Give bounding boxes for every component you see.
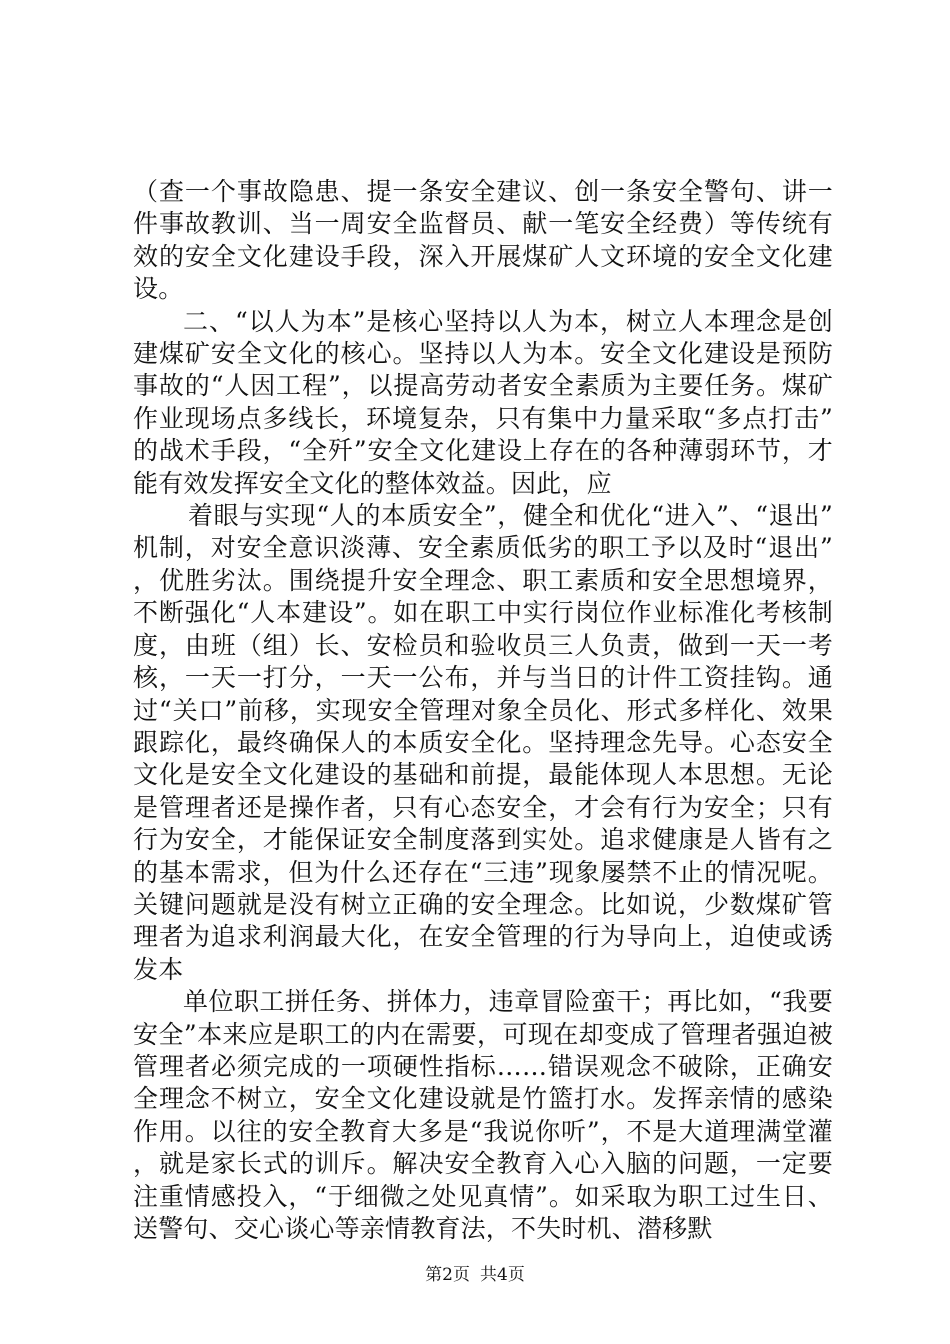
paragraph-1: （查一个事故隐患、提一条安全建议、创一条安全警句、讲一件事故教训、当一周安全监督员、献一笔安全经费）等传统有效的安全文化建设手段，深入开展煤矿人文环境的安全文化建设。 (133, 177, 833, 304)
paragraph-2: 二、“以人为本”是核心坚持以人为本，树立人本理念是创建煤矿安全文化的核心。坚持以人为本。安全文化建设是预防事故的“人因工程”，以提高劳动者安全素质为主要任务。煤矿作业现场点多线长，环境复杂，只有集中力量采取“多点打击”的战术手段，“全歼”安全文化建设上存在的各种薄弱环节，才能有效发挥安全文化的整体效益。因此，应 (133, 306, 833, 498)
page-number: 第2页 (425, 1265, 470, 1285)
paragraph-4: 单位职工拼任务、拼体力，违章冒险蛮干；再比如，“我要安全”本来应是职工的内在需要，可现在却变成了管理者强迫被管理者必须完成的一项硬性指标……错误观念不破除，正确安全理念不树立，安全文化建设就是竹篮打水。发挥亲情的感染作用。以往的安全教育大多是“我说你听”，不是大道理满堂灌，就是家长式的训斥。解决安全教育入心入脑的问题，一定要注重情感投入，“于细微之处见真情”。如采取为职工过生日、送警句、交心谈心等亲情教育法，不失时机、潜移默 (133, 987, 833, 1243)
paragraph-3: 着眼与实现“人的本质安全”，健全和优化“进入”、“退出”机制，对安全意识淡薄、安全素质低劣的职工予以及时“退出”，优胜劣汰。围绕提升安全理念、职工素质和安全思想境界，不断强化“人本建设”。如在职工中实行岗位作业标准化考核制度，由班（组）长、安检员和验收员三人负责，做到一天一考核，一天一打分，一天一公布，并与当日的计件工资挂钩。通过“关口”前移，实现安全管理对象全员化、形式多样化、效果跟踪化，最终确保人的本质安全化。坚持理念先导。心态安全文化是安全文化建设的基础和前提，最能体现人本思想。无论是管理者还是操作者，只有心态安全，才会有行为安全；只有行为安全，才能保证安全制度落到实处。追求健康是人皆有之的基本需求，但为什么还存在“三违”现象屡禁不止的情况呢。关键问题就是没有树立正确的安全理念。比如说，少数煤矿管理者为追求利润最大化，在安全管理的行为导向上，迫使或诱发本 (133, 501, 833, 984)
page-footer (0, 1260, 950, 1285)
document-body (133, 176, 833, 1245)
page-total: 共4页 (480, 1265, 525, 1285)
